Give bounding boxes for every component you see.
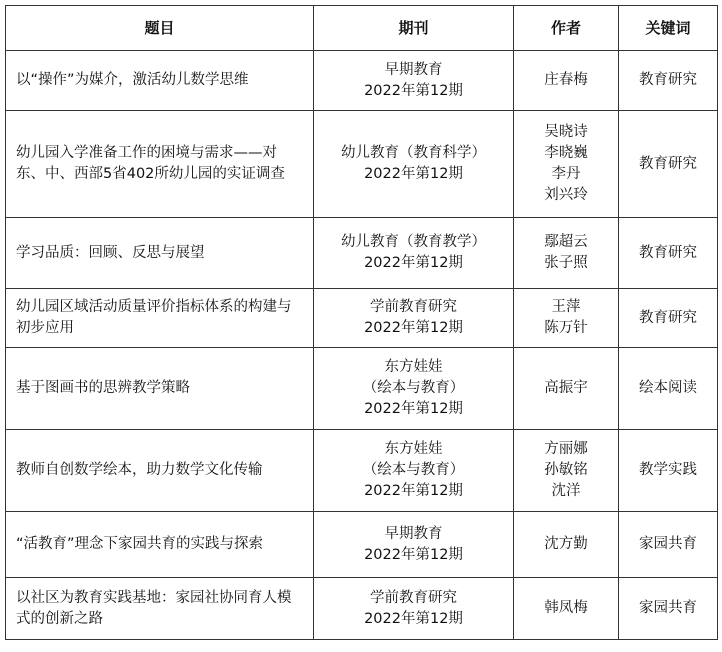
cell-authors: [514, 289, 619, 348]
journal-line: 东方娃娃: [384, 359, 443, 375]
table-body: [6, 51, 718, 640]
journal-line: （绘本与教育）: [362, 380, 465, 396]
journal-line: 学前教育研究: [370, 589, 457, 606]
cell-journal: [314, 430, 514, 512]
journal-line: 2022年第12期: [364, 166, 463, 182]
cell-authors: [514, 578, 619, 640]
cell-authors: [514, 218, 619, 289]
cell-journal: [314, 512, 514, 578]
cell-journal: [314, 51, 514, 111]
cell-authors: [514, 111, 619, 218]
journal-line: 2022年第12期: [364, 546, 463, 563]
author-name: 李晓巍: [544, 145, 588, 161]
header-title: 题目: [6, 6, 314, 51]
cell-title: 基于图画书的思辨教学策略: [6, 348, 314, 430]
cell-journal: [314, 218, 514, 289]
cell-authors: [514, 51, 619, 111]
cell-keyword: 绘本阅读: [619, 348, 718, 430]
article-table: [5, 5, 718, 640]
cell-keyword: 教育研究: [619, 51, 718, 111]
cell-title: “活教育”理念下家园共育的实践与探索: [6, 512, 314, 578]
author-name: 沈洋: [551, 483, 581, 499]
author-name: 庄春梅: [544, 72, 588, 88]
cell-title: 以社区为教育实践基地：家园社协同育人模式的创新之路: [6, 578, 314, 640]
journal-line: 2022年第12期: [364, 610, 463, 627]
article-table-container: [5, 5, 718, 640]
journal-line: 2022年第12期: [364, 320, 463, 336]
table-row: [6, 578, 718, 640]
journal-line: 2022年第12期: [364, 255, 463, 271]
cell-keyword: 教学实践: [619, 430, 718, 512]
table-row: [6, 51, 718, 111]
author-name: 李丹: [551, 166, 581, 182]
cell-journal: [314, 111, 514, 218]
author-name: 刘兴玲: [544, 187, 588, 203]
journal-line: 学前教育研究: [370, 299, 457, 315]
cell-journal: [314, 348, 514, 430]
author-name: 王萍: [551, 299, 581, 315]
header-authors: 作者: [514, 6, 619, 51]
author-name: 陈万针: [544, 320, 588, 336]
cell-keyword: 教育研究: [619, 218, 718, 289]
cell-title: 幼儿园区域活动质量评价指标体系的构建与初步应用: [6, 289, 314, 348]
cell-keyword: 家园共育: [619, 512, 718, 578]
journal-line: 早期教育: [384, 61, 443, 78]
journal-line: 幼儿教育（教育科学）: [341, 145, 486, 161]
cell-authors: [514, 512, 619, 578]
author-name: 沈方勤: [544, 536, 588, 552]
author-name: 孙敏铭: [544, 462, 588, 478]
cell-title: 以“操作”为媒介，激活幼儿数学思维: [6, 51, 314, 111]
cell-journal: [314, 289, 514, 348]
journal-line: 幼儿教育（教育教学）: [341, 234, 486, 250]
journal-line: 2022年第12期: [364, 483, 463, 499]
journal-line: （绘本与教育）: [362, 462, 465, 478]
journal-line: 2022年第12期: [364, 82, 463, 99]
header-row: [6, 6, 718, 51]
header-keyword: 关键词: [619, 6, 718, 51]
author-name: 高振宇: [544, 380, 588, 396]
author-name: 韩凤梅: [544, 600, 588, 616]
table-row: [6, 430, 718, 512]
cell-title: 教师自创数学绘本，助力数学文化传输: [6, 430, 314, 512]
journal-line: 早期教育: [384, 525, 443, 542]
table-row: [6, 348, 718, 430]
header-journal: 期刊: [314, 6, 514, 51]
journal-line: 2022年第12期: [364, 401, 463, 417]
cell-title: 学习品质：回顾、反思与展望: [6, 218, 314, 289]
cell-title: 幼儿园入学准备工作的困境与需求——对东、中、西部5省402所幼儿园的实证调查: [6, 111, 314, 218]
table-row: [6, 289, 718, 348]
author-name: 张子照: [544, 255, 588, 271]
table-row: [6, 512, 718, 578]
author-name: 鄢超云: [544, 234, 588, 250]
journal-line: 东方娃娃: [384, 441, 443, 457]
cell-journal: [314, 578, 514, 640]
table-row: [6, 218, 718, 289]
cell-authors: [514, 430, 619, 512]
table-row: [6, 111, 718, 218]
author-name: 吴晓诗: [544, 124, 588, 140]
cell-authors: [514, 348, 619, 430]
author-name: 方丽娜: [544, 441, 588, 457]
cell-keyword: 家园共育: [619, 578, 718, 640]
cell-keyword: 教育研究: [619, 289, 718, 348]
cell-keyword: 教育研究: [619, 111, 718, 218]
